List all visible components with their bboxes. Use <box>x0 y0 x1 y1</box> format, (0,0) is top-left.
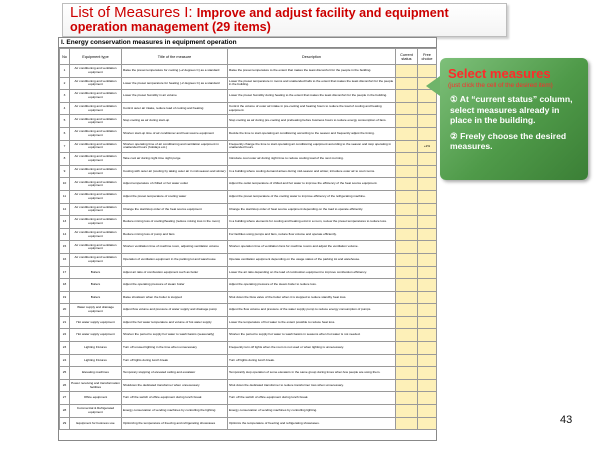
row-current-status-cell[interactable] <box>396 140 418 153</box>
row-free-choice-cell[interactable] <box>418 153 437 166</box>
row-number: 20 <box>60 304 70 317</box>
row-current-status-cell[interactable] <box>396 178 418 191</box>
row-equipment-type: Boilers <box>70 266 122 279</box>
row-equipment-type: Air conditioning and ventilation equipment <box>70 203 122 216</box>
row-number: 17 <box>60 266 70 279</box>
row-free-choice-cell[interactable] <box>418 115 437 128</box>
row-measure-title: Temporary stopping of elevated ceiling and escalator <box>122 367 228 380</box>
row-description: Lower the air ratio depending on the load of combustion equipment to improve combustion efficiency. <box>228 266 396 279</box>
row-number: 12 <box>60 203 70 216</box>
row-number: 7 <box>60 140 70 153</box>
row-description: Introduce cool outer air during night time to reduce cooling load of the next morning. <box>228 153 396 166</box>
row-description: In a building where elements for cooling and heating exist in a room, review the preset temperatures to reduce loss. <box>228 216 396 229</box>
row-free-choice-cell[interactable] <box>418 228 437 241</box>
callout-heading: Select measures <box>448 66 551 81</box>
row-current-status-cell[interactable] <box>396 127 418 140</box>
row-description: Energy conservation of vending machines by controlling lighting. <box>228 405 396 418</box>
row-current-status-cell[interactable] <box>396 392 418 405</box>
row-number: 21 <box>60 316 70 329</box>
table-row <box>60 127 437 140</box>
table-row <box>60 367 437 380</box>
row-number: 6 <box>60 127 70 140</box>
title-box <box>62 3 507 37</box>
row-description: Shut down the dedicated transformer to reduce transformer loss when unnecessary. <box>228 379 396 392</box>
row-free-choice-cell[interactable] <box>418 367 437 380</box>
callout-subheading: (just click the cell of the desired item) <box>448 82 553 89</box>
table-row <box>60 405 437 418</box>
row-measure-title: Control outer air intake, reduce load of cooling and heating <box>122 102 228 115</box>
row-number: 16 <box>60 253 70 266</box>
table-row <box>60 241 437 254</box>
row-description: Raise the preset temperature to the extent that makes the least discomfort for the people in the building. <box>228 65 396 78</box>
row-measure-title: Change the start/stop order of the heat source equipment <box>122 203 228 216</box>
row-equipment-type: Water supply and drainage equipment <box>70 304 122 317</box>
row-current-status-cell[interactable] <box>396 190 418 203</box>
row-equipment-type: Air conditioning and ventilation equipment <box>70 153 122 166</box>
row-number: 4 <box>60 102 70 115</box>
row-current-status-cell[interactable] <box>396 342 418 355</box>
row-equipment-type: Commercial & Refrigerated equipment <box>70 405 122 418</box>
row-description: For facilities using pumps and fans, reduce flow volume and operate efficiently. <box>228 228 396 241</box>
row-description: Shorten operation time of ventilation fans for machine rooms and adjust the ventilation volume. <box>228 241 396 254</box>
row-free-choice-cell[interactable] <box>418 102 437 115</box>
row-measure-title: Cooling with outer air (cooling by taking outer air in mid-season and winter) <box>122 165 228 178</box>
row-measure-title: Shorten the period to supply hot water to wash basins (seasonally) <box>122 329 228 342</box>
row-measure-title: Stop cooling as air during start-up <box>122 115 228 128</box>
row-description: Optimize the temperature of freezing and refrigerating showcases. <box>228 417 396 430</box>
row-measure-title: Operation of ventilation equipment in the parking lot and warehouse <box>122 253 228 266</box>
row-equipment-type: Air conditioning and ventilation equipment <box>70 140 122 153</box>
row-measure-title: Adjust temperature of chilled or hot water outlet <box>122 178 228 191</box>
row-number: 10 <box>60 178 70 191</box>
row-free-choice-cell[interactable] <box>418 291 437 304</box>
callout-point-2: ② Freely choose the desired measures. <box>450 130 567 151</box>
row-measure-title: Shorten ventilation time of machine room, adjusting ventilation volume <box>122 241 228 254</box>
row-equipment-type: Air conditioning and ventilation equipment <box>70 77 122 90</box>
row-equipment-type: Power receiving and transformation facilities <box>70 379 122 392</box>
table-row <box>60 316 437 329</box>
row-description: Decide the time to start operating air conditioning according to the season and frequently adjust the timing. <box>228 127 396 140</box>
row-equipment-type: Air conditioning and ventilation equipment <box>70 253 122 266</box>
row-measure-title: Turn off unused lighting in the time when unnecessary <box>122 342 228 355</box>
row-equipment-type: Lighting Fixtures <box>70 342 122 355</box>
row-number: 18 <box>60 279 70 292</box>
row-free-choice-cell[interactable] <box>418 405 437 418</box>
row-equipment-type: Hot water supply equipment <box>70 329 122 342</box>
select-measures-callout <box>440 58 588 180</box>
row-description: Turn off lights during lunch break. <box>228 354 396 367</box>
row-measure-title: Reduce mixing loss of pump and fans <box>122 228 228 241</box>
row-equipment-type: Air conditioning and ventilation equipment <box>70 178 122 191</box>
row-measure-title: Adjust the hot water temperature and volume of hot water supply <box>122 316 228 329</box>
row-equipment-type: Air conditioning and ventilation equipment <box>70 65 122 78</box>
row-number: 5 <box>60 115 70 128</box>
row-current-status-cell[interactable] <box>396 228 418 241</box>
row-measure-title: Turn off lights during lunch break <box>122 354 228 367</box>
row-current-status-cell[interactable] <box>396 266 418 279</box>
row-current-status-cell[interactable] <box>396 115 418 128</box>
row-number: 23 <box>60 342 70 355</box>
table-row <box>60 115 437 128</box>
row-equipment-type: Air conditioning and ventilation equipment <box>70 241 122 254</box>
row-number: 25 <box>60 367 70 380</box>
row-description: Shorten the period to supply hot water to wash basins in seasons when hot water is not needed. <box>228 329 396 342</box>
table-row <box>60 65 437 78</box>
page-title <box>63 4 506 34</box>
row-description: Adjust the flow volume and pressure of the water supply pump to reduce energy consumption of pumps. <box>228 304 396 317</box>
row-equipment-type: Elevating machines <box>70 367 122 380</box>
row-free-choice-cell[interactable] <box>418 165 437 178</box>
row-measure-title: Shorten start-up time of air conditioner and heat source equipment <box>122 127 228 140</box>
row-free-choice-cell[interactable] <box>418 253 437 266</box>
measures-table <box>59 48 437 430</box>
page-number: 43 <box>560 414 573 426</box>
table-row <box>60 329 437 342</box>
row-current-status-cell[interactable] <box>396 354 418 367</box>
row-description: Operate ventilation equipment depending on the usage status of the parking lot and warehouse. <box>228 253 396 266</box>
row-current-status-cell[interactable] <box>396 165 418 178</box>
row-measure-title: Shutdown the dedicated transformer when unnecessary <box>122 379 228 392</box>
row-description: Adjust the preset temperature of the cooling water to improve efficiency of the refrigerating machine. <box>228 190 396 203</box>
row-measure-title: Adjust the operating pressure of steam boiler <box>122 279 228 292</box>
row-equipment-type: Hot water supply equipment <box>70 316 122 329</box>
table-body <box>60 65 437 430</box>
row-equipment-type: Lighting Fixtures <box>70 354 122 367</box>
row-measure-title: Take cool air during night time night purge <box>122 153 228 166</box>
row-description: In a building where cooling demand arises during mid-season and winter, introduce outer air to cool rooms. <box>228 165 396 178</box>
row-free-choice-cell[interactable]: +2% <box>418 140 437 153</box>
row-current-status-cell[interactable] <box>396 77 418 90</box>
row-number: 22 <box>60 329 70 342</box>
callout-arrow <box>426 76 440 96</box>
table-row <box>60 216 437 229</box>
col-status: Current status <box>396 49 418 65</box>
row-current-status-cell[interactable] <box>396 417 418 430</box>
row-measure-title: Adjust air ratio of combustion equipment such as boiler <box>122 266 228 279</box>
row-number: 2 <box>60 77 70 90</box>
row-measure-title: Energy conservation of vending machines by controlling the lighting <box>122 405 228 418</box>
table-row <box>60 279 437 292</box>
row-free-choice-cell[interactable] <box>418 329 437 342</box>
row-number: 28 <box>60 405 70 418</box>
row-equipment-type: Air conditioning and ventilation equipment <box>70 190 122 203</box>
row-description: Temporarily stop operation of some elevators in the same group during times when few people are using them. <box>228 367 396 380</box>
row-free-choice-cell[interactable] <box>418 417 437 430</box>
row-free-choice-cell[interactable] <box>418 190 437 203</box>
row-current-status-cell[interactable] <box>396 405 418 418</box>
row-equipment-type: Air conditioning and ventilation equipment <box>70 228 122 241</box>
row-number: 24 <box>60 354 70 367</box>
row-measure-title: Raise shutdown when the boiler is stopped <box>122 291 228 304</box>
row-equipment-type: Air conditioning and ventilation equipment <box>70 216 122 229</box>
row-equipment-type: Equipment for business use <box>70 417 122 430</box>
row-measure-title: Shorten operating time of air conditioning and ventilation equipment in unattended hours (holidays etc.) <box>122 140 228 153</box>
row-equipment-type: Air conditioning and ventilation equipment <box>70 115 122 128</box>
section-title: I. Energy conservation measures in equipment operation <box>59 38 436 48</box>
table-row <box>60 266 437 279</box>
row-number: 15 <box>60 241 70 254</box>
table-row <box>60 392 437 405</box>
title-prefix: List of Measures I: <box>70 4 197 21</box>
row-equipment-type: Air conditioning and ventilation equipment <box>70 90 122 103</box>
row-description: Shut down the blow valve of the boiler when it is stopped to reduce standby heat loss. <box>228 291 396 304</box>
row-description: Adjust the operating pressure of the steam boiler to reduce loss. <box>228 279 396 292</box>
row-measure-title: Adjust flow volume and pressure of water supply and drainage pump <box>122 304 228 317</box>
row-description: Frequently turn off lights when the room is not used or when lighting is unnecessary. <box>228 342 396 355</box>
col-title: Title of the measure <box>122 49 228 65</box>
row-current-status-cell[interactable] <box>396 216 418 229</box>
table-row <box>60 140 437 153</box>
row-free-choice-cell[interactable] <box>418 203 437 216</box>
row-description: Frequently change the time to start operating air conditioning equipment according to the season and stop operating in unattended hours. <box>228 140 396 153</box>
row-description: Change the start/stop order of heat source equipment depending on the load to operate efficiently. <box>228 203 396 216</box>
table-row <box>60 304 437 317</box>
row-free-choice-cell[interactable] <box>418 316 437 329</box>
row-current-status-cell[interactable] <box>396 279 418 292</box>
row-description: Lower the preset temperature in rooms and unattended halls to the extent that makes the least discomfort for the people in the building. <box>228 77 396 90</box>
row-free-choice-cell[interactable] <box>418 279 437 292</box>
col-free: Free choice <box>418 49 437 65</box>
table-row <box>60 102 437 115</box>
row-number: 26 <box>60 379 70 392</box>
col-no: No <box>60 49 70 65</box>
row-number: 9 <box>60 165 70 178</box>
row-description: Lower the temperature of hot water to the extent possible to reduce heat loss. <box>228 316 396 329</box>
row-number: 19 <box>60 291 70 304</box>
row-free-choice-cell[interactable] <box>418 266 437 279</box>
table-row <box>60 90 437 103</box>
row-description: Stop cooling as air during pre-cooling and preheating before business hours to reduce energy consumption of fans. <box>228 115 396 128</box>
row-current-status-cell[interactable] <box>396 65 418 78</box>
row-equipment-type: Air conditioning and ventilation equipment <box>70 165 122 178</box>
row-free-choice-cell[interactable] <box>418 342 437 355</box>
row-current-status-cell[interactable] <box>396 329 418 342</box>
row-measure-title: Turn off the switch of office equipment during lunch break <box>122 392 228 405</box>
table-row <box>60 178 437 191</box>
row-number: 13 <box>60 216 70 229</box>
row-number: 27 <box>60 392 70 405</box>
callout-point-1: ① At “current status” column, select measures already in place in the building. <box>450 94 573 125</box>
table-row <box>60 253 437 266</box>
row-measure-title: Raise the preset temperature for cooling (+2 degrees C) as a standard <box>122 65 228 78</box>
table-header-row <box>60 49 437 65</box>
row-equipment-type: Office equipment <box>70 392 122 405</box>
row-description: Turn off the switch of office equipment during lunch break. <box>228 392 396 405</box>
row-free-choice-cell[interactable] <box>418 392 437 405</box>
row-current-status-cell[interactable] <box>396 304 418 317</box>
row-current-status-cell[interactable] <box>396 379 418 392</box>
row-number: 3 <box>60 90 70 103</box>
table-row <box>60 77 437 90</box>
row-number: 11 <box>60 190 70 203</box>
row-measure-title: Optimizing the temperature of freezing and refrigerating showcases <box>122 417 228 430</box>
table-row <box>60 354 437 367</box>
row-equipment-type: Air conditioning and ventilation equipment <box>70 127 122 140</box>
row-measure-title: Lower the preset humidity in air volume <box>122 90 228 103</box>
row-number: 1 <box>60 65 70 78</box>
row-number: 29 <box>60 417 70 430</box>
row-free-choice-cell[interactable] <box>418 304 437 317</box>
row-free-choice-cell[interactable] <box>418 178 437 191</box>
table-row <box>60 165 437 178</box>
col-equipment: Equipment type <box>70 49 122 65</box>
row-current-status-cell[interactable] <box>396 253 418 266</box>
row-measure-title: Adjust the preset temperature of cooling water <box>122 190 228 203</box>
row-number: 14 <box>60 228 70 241</box>
table-row <box>60 190 437 203</box>
row-current-status-cell[interactable] <box>396 241 418 254</box>
row-equipment-type: Air conditioning and ventilation equipment <box>70 102 122 115</box>
row-current-status-cell[interactable] <box>396 203 418 216</box>
table-row <box>60 342 437 355</box>
row-current-status-cell[interactable] <box>396 316 418 329</box>
row-description: Lower the preset humidity during heating to the extent that makes the least discomfort for the people in the building. <box>228 90 396 103</box>
row-description: Control the volume of outer air intake in pre-cooling and heating hours to reduce the load of cooling and heating equipment. <box>228 102 396 115</box>
row-description: Adjust the outlet temperature of chilled and hot water to improve the efficiency of the heat source equipment. <box>228 178 396 191</box>
table-row <box>60 379 437 392</box>
table-row <box>60 203 437 216</box>
row-free-choice-cell[interactable] <box>418 354 437 367</box>
table-row <box>60 291 437 304</box>
row-free-choice-cell[interactable] <box>418 241 437 254</box>
title-rest: Improve and adjust facility and equipment operation management (29 items) <box>70 6 449 34</box>
measures-sheet <box>58 37 437 441</box>
row-measure-title: Lower the preset temperature for heating (-2 degrees C) as a standard <box>122 77 228 90</box>
row-equipment-type: Boilers <box>70 279 122 292</box>
row-free-choice-cell[interactable] <box>418 127 437 140</box>
table-row <box>60 153 437 166</box>
row-free-choice-cell[interactable] <box>418 379 437 392</box>
row-current-status-cell[interactable] <box>396 102 418 115</box>
row-equipment-type: Boilers <box>70 291 122 304</box>
row-current-status-cell[interactable] <box>396 153 418 166</box>
table-row <box>60 417 437 430</box>
col-description: Description <box>228 49 396 65</box>
row-current-status-cell[interactable] <box>396 90 418 103</box>
row-current-status-cell[interactable] <box>396 367 418 380</box>
row-current-status-cell[interactable] <box>396 291 418 304</box>
row-number: 8 <box>60 153 70 166</box>
table-row <box>60 228 437 241</box>
row-measure-title: Reduce mixing loss of cooling/heating (reduce mixing loss in the room) <box>122 216 228 229</box>
row-free-choice-cell[interactable] <box>418 216 437 229</box>
